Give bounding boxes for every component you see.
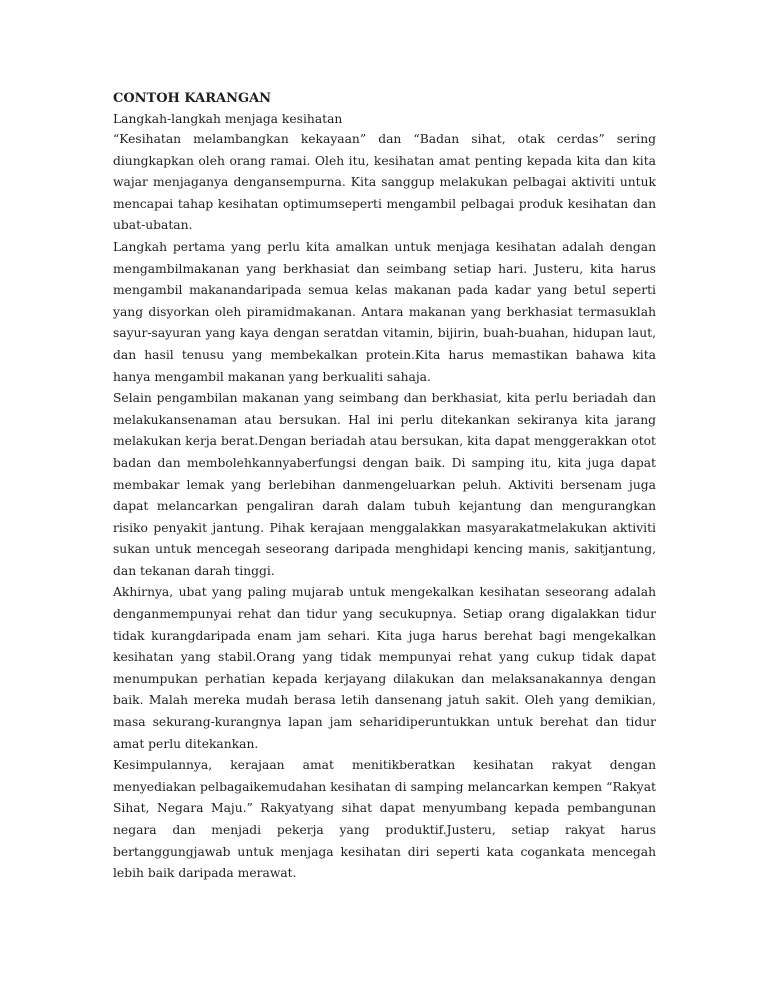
paragraph-exercise: Selain pengambilan makanan yang seimbang dan berkhasiat, kita perlu beriadah dan melakukansenaman atau bersukan. Hal ini perlu ditekankan sekiranya kita jarang melakukan kerja berat.Dengan beriadah atau bersukan, kita dapat menggerakkan otot badan dan membolehkannyaberfungsi dengan baik. Di samping itu, kita juga dapat membakar lemak yang berlebihan danmengeluarkan peluh. Aktiviti bersenam juga dapat melancarkan pengaliran darah dalam tubuh kejantung dan mengurangkan risiko penyakit jantung. Pihak kerajaan menggalakkan masyarakatmelakukan aktiviti sukan untuk mencegah seseorang daripada menghidapi kencing manis, sakitjantung, dan tekanan darah tinggi.: [113, 391, 656, 578]
paragraph-intro: “Kesihatan melambangkan kekayaan” dan “Badan sihat, otak cerdas” sering diungkapkan oleh orang ramai. Oleh itu, kesihatan amat penting kepada kita dan kita wajar menjaganya dengansempurna. Kita sanggup melakukan pelbagai aktiviti untuk mencapai tahap kesihatan optimumseperti mengambil pelbagai produk kesihatan dan ubat-ubatan.: [113, 132, 656, 233]
document-title: CONTOH KARANGAN: [113, 91, 272, 106]
paragraph-food: Langkah pertama yang perlu kita amalkan untuk menjaga kesihatan adalah dengan mengambilmakanan yang berkhasiat dan seimbang setiap hari. Justeru, kita harus mengambil makanandaripada semua kelas makanan pada kadar yang betul seperti yang disyorkan oleh piramidmakanan. Antara makanan yang berkhasiat termasuklah sayur-sayuran yang kaya dengan seratdan vitamin, bijirin, buah-buahan, hidupan laut, dan hasil tenusu yang membekalkan protein.Kita harus memastikan bahawa kita hanya mengambil makanan yang berkualiti sahaja.: [113, 239, 656, 384]
paragraph-rest: Akhirnya, ubat yang paling mujarab untuk mengekalkan kesihatan seseorang adalah denganmempunyai rehat dan tidur yang secukupnya. Setiap orang digalakkan tidur tidak kurangdaripada enam jam sehari. Kita juga harus berehat bagi mengekalkan kesihatan yang stabil.Orang yang tidak mempunyai rehat yang cukup tidak dapat menumpukan perhatian kepada kerjayang dilakukan dan melaksanakannya dengan baik. Malah mereka mudah berasa letih dansenang jatuh sakit. Oleh yang demikian, masa sekurang-kurangnya lapan jam seharidiperuntukkan untuk berehat dan tidur amat perlu ditekankan.: [113, 585, 656, 751]
document-subtitle: Langkah-langkah menjaga kesihatan: [113, 112, 343, 126]
paragraph-conclusion: Kesimpulannya, kerajaan amat menitikberatkan kesihatan rakyat dengan menyediakan pelbagaikemudahan kesihatan di samping melancarkan kempen “Rakyat Sihat, Negara Maju.” Rakyatyang sihat dapat menyumbang kepada pembangunan negara dan menjadi pekerja yang produktif.Justeru, setiap rakyat harus bertanggungjawab untuk menjaga kesihatan diri seperti kata cogankata mencegah lebih baik daripada merawat.: [113, 758, 656, 881]
document-page: [113, 89, 656, 885]
